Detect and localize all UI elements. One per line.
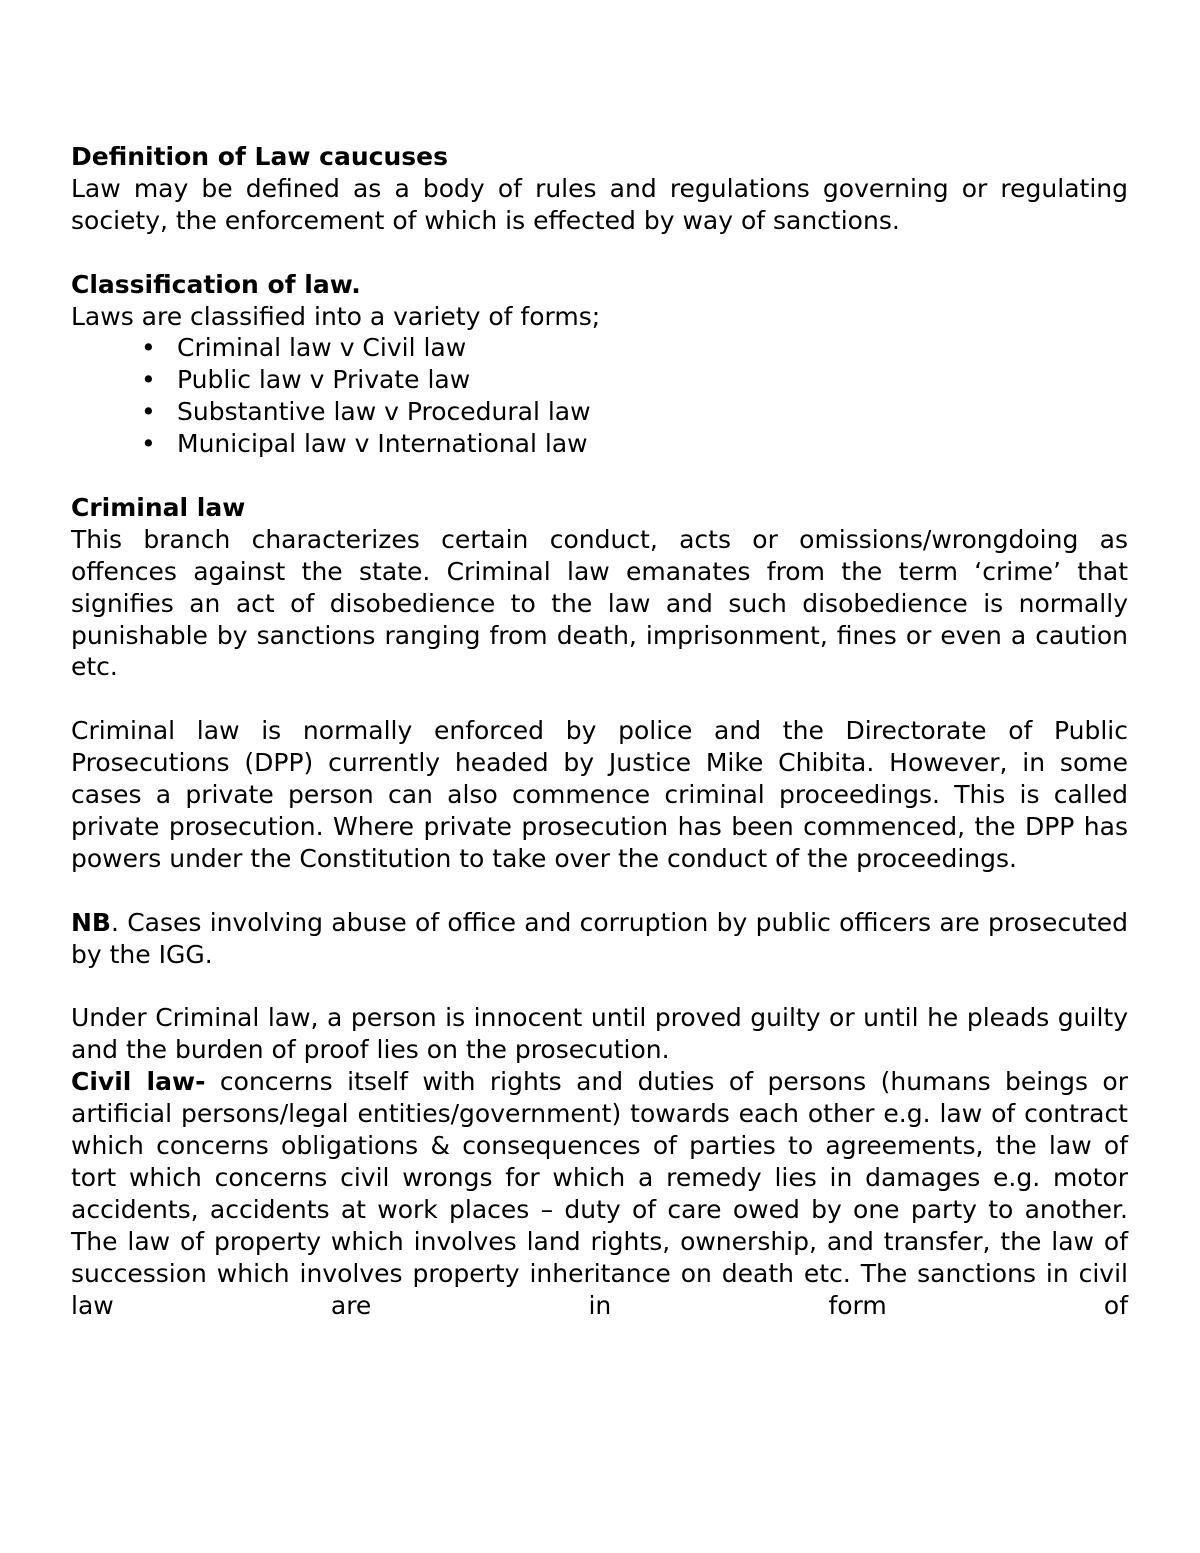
bullet-icon: •	[141, 429, 156, 459]
list-item-text: Substantive law v Procedural law	[177, 397, 591, 427]
civil-law-label: Civil law-	[71, 1067, 206, 1097]
list-item-text: Municipal law v International law	[177, 429, 588, 459]
list-item-text: Public law v Private law	[177, 365, 471, 395]
definition-heading: Definition of Law caucuses	[71, 142, 448, 171]
criminal-law-paragraph-2: Criminal law is normally enforced by police and the Directorate of Public Prosecutions (DPP) currently headed by Justice Mike Chibita. However, in some cases a private person can also commence criminal proceedings. This is called private prosecution. Where private prosecution has been commenced, the DPP has powers under the Constitution to take over the conduct of the proceedings.	[71, 716, 1128, 873]
civil-law-paragraph	[71, 1066, 1128, 1321]
criminal-law-paragraph-3: Under Criminal law, a person is innocent until proved guilty or until he pleads guilty and the burden of proof lies on the prosecution.	[71, 1003, 1128, 1065]
list-item	[141, 428, 1128, 460]
classification-list	[71, 332, 1128, 460]
spacer	[71, 460, 1128, 492]
spacer	[71, 875, 1128, 907]
spacer	[71, 683, 1128, 715]
classification-intro: Laws are classified into a variety of forms;	[71, 301, 601, 331]
nb-label: NB	[71, 907, 111, 937]
list-item	[141, 396, 1128, 428]
criminal-law-heading: Criminal law	[71, 492, 246, 522]
bullet-icon: •	[141, 365, 156, 395]
nb-paragraph	[71, 907, 1128, 971]
criminal-law-paragraph-1: This branch characterizes certain conduct, acts or omissions/wrongdoing as offences against the state. Criminal law emanates from the term ‘crime’ that signifies an act of disobedience to the law and such disobedience is normally punishable by sanctions ranging from death, imprisonment, fines or even a caution etc.	[71, 524, 1128, 682]
civil-law-text: concerns itself with rights and duties of persons (humans beings or artificial persons/legal entities/government) towards each other e.g. law of contract which concerns obligations & consequences of parties to agreements, the law of tort which concerns civil wrongs for which a remedy lies in damages e.g. motor accidents, accidents at work places – duty of care owed by one party to another. The law of property which involves land rights, ownership, and transfer, the law of succession which involves property inheritance on death etc. The sanctions in civil law are in form of	[71, 1067, 1128, 1320]
spacer	[71, 971, 1128, 1003]
bullet-icon: •	[141, 397, 156, 427]
list-item	[141, 364, 1128, 396]
bullet-icon: •	[141, 333, 156, 363]
nb-text: . Cases involving abuse of office and corruption by public officers are prosecuted by the IGG.	[71, 907, 1128, 969]
list-item-text: Criminal law v Civil law	[177, 333, 467, 363]
definition-paragraph: Law may be defined as a body of rules and regulations governing or regulating society, the enforcement of which is effected by way of sanctions.	[71, 173, 1128, 235]
list-item	[141, 332, 1128, 364]
spacer	[71, 237, 1128, 269]
classification-heading: Classification of law.	[71, 269, 361, 299]
